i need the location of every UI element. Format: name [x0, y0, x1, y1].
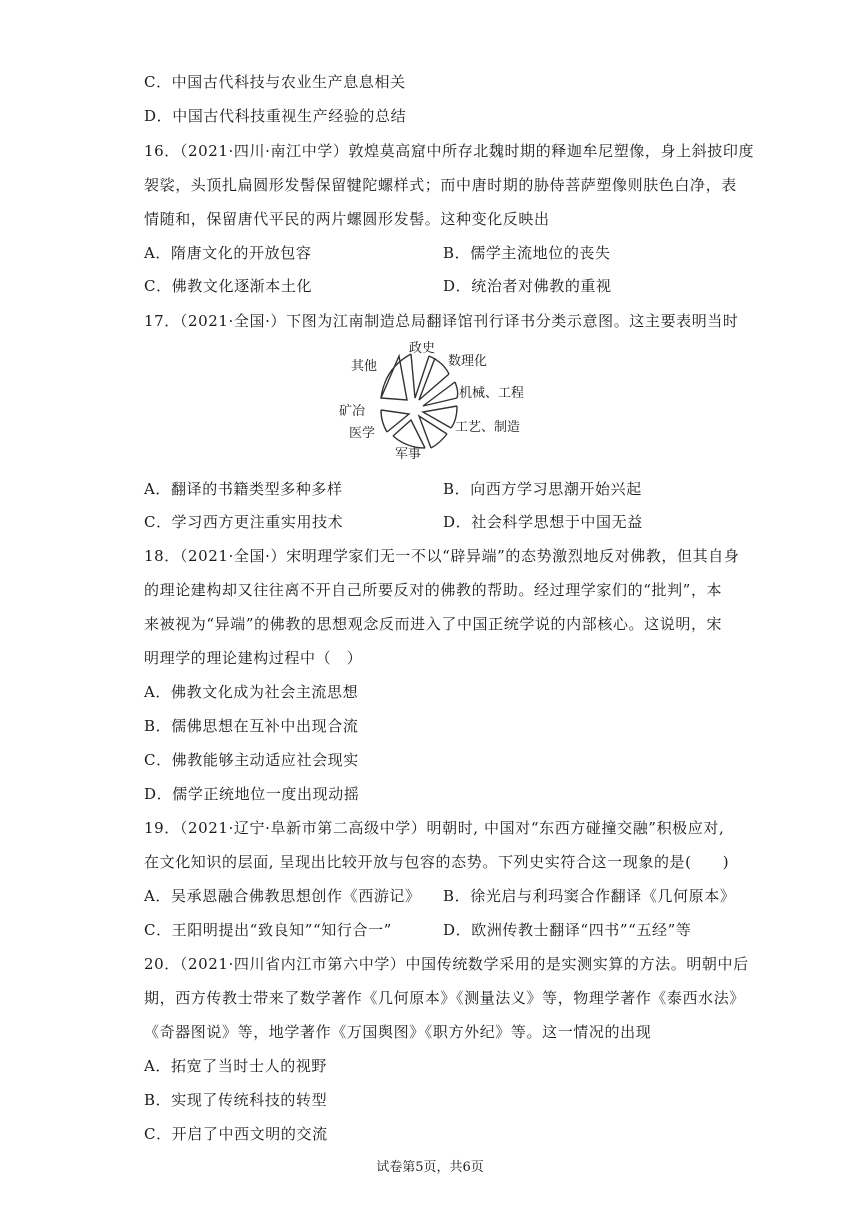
option-b: B．儒佛思想在互补中出现合流 [144, 717, 359, 735]
option-a: A．拓宽了当时士人的视野 [144, 1057, 328, 1075]
chart-label: 矿冶 [339, 404, 366, 419]
option-a: A．翻译的书籍类型多种多样 [144, 480, 343, 498]
option-a: A．隋唐文化的开放包容 [144, 244, 312, 262]
pie-slice [411, 354, 429, 398]
option-line: C．中国古代科技与农业生产息息相关 [144, 73, 406, 91]
option-c: C．王阳明提出“致良知”“知行合一” [144, 921, 392, 939]
option-b: B．儒学主流地位的丧失 [443, 244, 611, 262]
chart-label: 工艺、制造 [455, 420, 521, 435]
pie-slice [393, 420, 425, 448]
question-20-text: 20．（2021·四川省内江市第六中学）中国传统数学采用的是实测实算的方法。明朝中后 [144, 955, 749, 973]
chart-label: 军事 [395, 447, 422, 462]
option-line: D．中国古代科技重视生产经验的总结 [144, 107, 407, 125]
option-d: D．儒学正统地位一度出现动摇 [144, 785, 360, 803]
question-18-text: 明理学的理论建构过程中（ ） [144, 649, 363, 667]
question-17-text: 17．（2021·全国·）下图为江南制造总局翻译馆刊行译书分类示意图。这主要表明当时 [144, 312, 739, 330]
question-16-text: 16．（2021·四川·南江中学）敦煌莫高窟中所存北魏时期的释迦牟尼塑像，身上斜披印度 [144, 142, 755, 160]
pie-slice [423, 406, 457, 428]
translation-category-pie-chart [331, 340, 531, 462]
question-19-text: 在文化知识的层面, 呈现出比较开放与包容的态势。下列史实符合这一现象的是( ) [144, 853, 730, 871]
pie-slice [419, 358, 449, 400]
question-18-text: 来被视为“异端”的佛教的思想观念反而进入了中国正统学说的内部核心。这说明，宋 [144, 615, 723, 633]
option-b: B．实现了传统科技的转型 [144, 1091, 328, 1109]
pie-slice [423, 382, 457, 406]
question-18-text: 的理论建构却又往往离不开自己所要反对的佛教的帮助。经过理学家们的“批判”，本 [144, 581, 723, 599]
chart-label: 政史 [409, 341, 436, 356]
option-c: C．佛教文化逐渐本土化 [144, 277, 313, 295]
pie-slice [381, 356, 407, 400]
option-c: C．学习西方更注重实用技术 [144, 513, 344, 531]
chart-label: 数理化 [448, 354, 488, 369]
question-20-text: 《奇器图说》等，地学著作《万国舆图》《职方外纪》等。这一情况的出现 [144, 1023, 652, 1041]
option-d: D．统治者对佛教的重视 [443, 277, 612, 295]
chart-label: 机械、工程 [459, 386, 525, 401]
question-16-text: 情随和，保留唐代平民的两片螺圆形发髻。这种变化反映出 [144, 210, 550, 228]
option-c: C．开启了中西文明的交流 [144, 1125, 328, 1143]
option-c: C．佛教能够主动适应社会现实 [144, 751, 359, 769]
option-b: B．徐光启与利玛窦合作翻译《几何原本》 [443, 887, 736, 905]
chart-label: 其他 [351, 359, 378, 374]
question-20-text: 期，西方传教士带来了数学著作《几何原本》《测量法义》等，物理学著作《泰西水法》 [144, 989, 745, 1007]
question-19-text: 19．（2021·辽宁·阜新市第二高级中学）明朝时, 中国对“东西方碰撞交融”积极应对, [144, 819, 725, 837]
option-d: D．欧洲传教士翻译“四书”“五经”等 [443, 921, 692, 939]
chart-label: 医学 [349, 426, 376, 441]
option-b: B．向西方学习思潮开始兴起 [443, 480, 642, 498]
question-16-text: 袈裟，头顶扎扁圆形发髻保留犍陀螺样式；而中唐时期的胁侍菩萨塑像则肤色白净，表 [144, 176, 737, 194]
option-a: A．佛教文化成为社会主流思想 [144, 683, 359, 701]
option-d: D．社会科学思想于中国无益 [443, 513, 643, 531]
option-a: A．吴承恩融合佛教思想创作《西游记》 [144, 887, 421, 905]
question-18-text: 18．（2021·全国·）宋明理学家们无一不以“辟异端”的态势激烈地反对佛教，但其自身 [144, 547, 740, 565]
page-footer: 试卷第5页，共6页 [376, 1160, 484, 1175]
